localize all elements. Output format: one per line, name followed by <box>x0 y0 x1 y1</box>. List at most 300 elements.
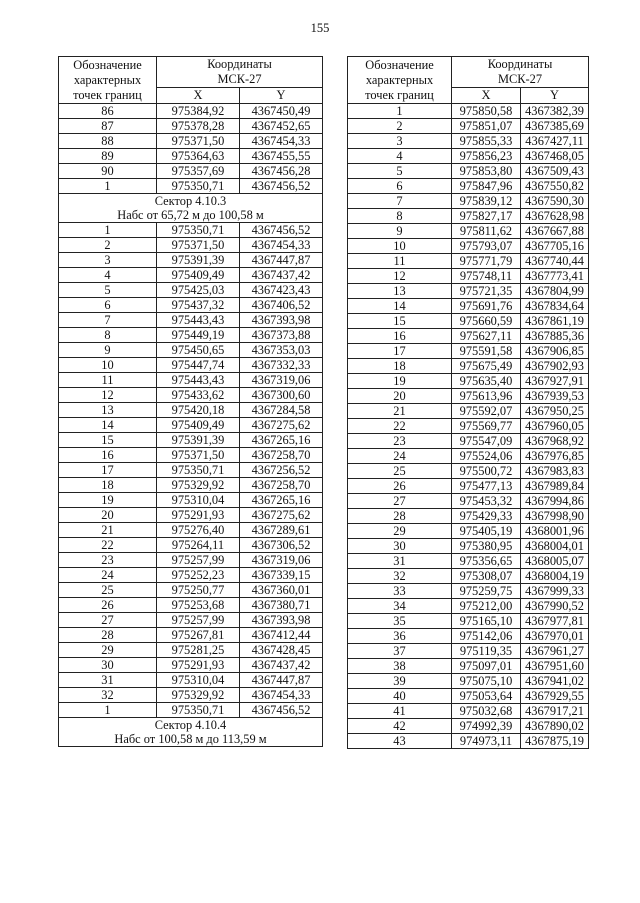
point-number-cell: 8 <box>348 209 452 224</box>
x-coordinate-cell: 975592,07 <box>452 404 521 419</box>
point-number-cell: 29 <box>59 643 157 658</box>
point-number-cell: 39 <box>348 674 452 689</box>
point-number-cell: 1 <box>348 104 452 119</box>
sector-header <box>59 194 323 223</box>
x-coordinate-cell: 975257,99 <box>157 553 240 568</box>
x-coordinate-cell: 975409,49 <box>157 418 240 433</box>
table-row <box>348 434 589 449</box>
y-coordinate-cell: 4367773,41 <box>521 269 589 284</box>
header-designation-line: характерных <box>73 72 142 87</box>
x-coordinate-cell: 975250,77 <box>157 583 240 598</box>
x-coordinate-cell: 975097,01 <box>452 659 521 674</box>
table-row <box>348 299 589 314</box>
x-coordinate-cell: 975391,39 <box>157 253 240 268</box>
header-designation-line: характерных <box>365 72 434 87</box>
point-number-cell: 16 <box>59 448 157 463</box>
y-coordinate-cell: 4367319,06 <box>240 373 323 388</box>
y-coordinate-cell: 4367456,28 <box>240 164 323 179</box>
y-coordinate-cell: 4367890,02 <box>521 719 589 734</box>
y-coordinate-cell: 4367983,83 <box>521 464 589 479</box>
y-coordinate-cell: 4367950,25 <box>521 404 589 419</box>
point-number-cell: 90 <box>59 164 157 179</box>
y-coordinate-cell: 4367456,52 <box>240 223 323 238</box>
x-coordinate-cell: 975627,11 <box>452 329 521 344</box>
x-coordinate-cell: 975409,49 <box>157 268 240 283</box>
sector-header-row <box>59 718 323 747</box>
x-coordinate-cell: 975839,12 <box>452 194 521 209</box>
table-row <box>348 314 589 329</box>
point-number-cell: 2 <box>59 238 157 253</box>
point-number-cell: 17 <box>348 344 452 359</box>
table-row <box>59 658 323 673</box>
table-row <box>348 599 589 614</box>
x-coordinate-cell: 975252,23 <box>157 568 240 583</box>
table-row <box>348 734 589 749</box>
table-row <box>59 523 323 538</box>
coordinates-table-left-body <box>59 104 323 747</box>
table-row <box>59 448 323 463</box>
table-row <box>59 238 323 253</box>
header-y: Y <box>240 88 323 104</box>
table-row <box>348 629 589 644</box>
point-number-cell: 9 <box>59 343 157 358</box>
table-row <box>59 223 323 238</box>
sector-header-row <box>59 194 323 223</box>
table-row <box>348 704 589 719</box>
point-number-cell: 4 <box>59 268 157 283</box>
x-coordinate-cell: 975371,50 <box>157 134 240 149</box>
x-coordinate-cell: 975425,03 <box>157 283 240 298</box>
point-number-cell: 16 <box>348 329 452 344</box>
x-coordinate-cell: 975291,93 <box>157 508 240 523</box>
y-coordinate-cell: 4367994,86 <box>521 494 589 509</box>
point-number-cell: 9 <box>348 224 452 239</box>
header-designation-line: точек границ <box>365 87 434 102</box>
y-coordinate-cell: 4367998,90 <box>521 509 589 524</box>
x-coordinate-cell: 975569,77 <box>452 419 521 434</box>
x-coordinate-cell: 975675,49 <box>452 359 521 374</box>
y-coordinate-cell: 4367834,64 <box>521 299 589 314</box>
x-coordinate-cell: 975613,96 <box>452 389 521 404</box>
coordinates-table-left <box>58 56 323 747</box>
point-number-cell: 17 <box>59 463 157 478</box>
y-coordinate-cell: 4367258,70 <box>240 448 323 463</box>
x-coordinate-cell: 975053,64 <box>452 689 521 704</box>
table-row <box>348 389 589 404</box>
table-row <box>59 613 323 628</box>
x-coordinate-cell: 975264,11 <box>157 538 240 553</box>
x-coordinate-cell: 974973,11 <box>452 734 521 749</box>
y-coordinate-cell: 4367454,33 <box>240 238 323 253</box>
y-coordinate-cell: 4367927,91 <box>521 374 589 389</box>
y-coordinate-cell: 4367447,87 <box>240 673 323 688</box>
y-coordinate-cell: 4367332,33 <box>240 358 323 373</box>
header-coordinates-line: МСК-27 <box>217 72 262 86</box>
table-row <box>59 673 323 688</box>
point-number-cell: 30 <box>59 658 157 673</box>
y-coordinate-cell: 4367906,85 <box>521 344 589 359</box>
y-coordinate-cell: 4367951,60 <box>521 659 589 674</box>
x-coordinate-cell: 975443,43 <box>157 373 240 388</box>
y-coordinate-cell: 4367454,33 <box>240 688 323 703</box>
y-coordinate-cell: 4367804,99 <box>521 284 589 299</box>
table-row <box>348 479 589 494</box>
table-row <box>348 419 589 434</box>
point-number-cell: 33 <box>348 584 452 599</box>
x-coordinate-cell: 975391,39 <box>157 433 240 448</box>
table-row <box>59 598 323 613</box>
y-coordinate-cell: 4367990,52 <box>521 599 589 614</box>
y-coordinate-cell: 4368004,01 <box>521 539 589 554</box>
sector-range: Набс от 100,58 м до 113,59 м <box>114 732 267 746</box>
point-number-cell: 18 <box>59 478 157 493</box>
point-number-cell: 87 <box>59 119 157 134</box>
x-coordinate-cell: 975851,07 <box>452 119 521 134</box>
point-number-cell: 25 <box>59 583 157 598</box>
x-coordinate-cell: 975827,17 <box>452 209 521 224</box>
y-coordinate-cell: 4367412,44 <box>240 628 323 643</box>
y-coordinate-cell: 4367265,16 <box>240 433 323 448</box>
point-number-cell: 15 <box>59 433 157 448</box>
x-coordinate-cell: 975450,65 <box>157 343 240 358</box>
x-coordinate-cell: 975721,35 <box>452 284 521 299</box>
point-number-cell: 42 <box>348 719 452 734</box>
x-coordinate-cell: 975591,58 <box>452 344 521 359</box>
table-row <box>348 659 589 674</box>
y-coordinate-cell: 4367428,45 <box>240 643 323 658</box>
table-row <box>348 569 589 584</box>
y-coordinate-cell: 4367456,52 <box>240 703 323 718</box>
y-coordinate-cell: 4367306,52 <box>240 538 323 553</box>
y-coordinate-cell: 4367373,88 <box>240 328 323 343</box>
point-number-cell: 21 <box>59 523 157 538</box>
table-row <box>59 313 323 328</box>
point-number-cell: 38 <box>348 659 452 674</box>
table-row <box>59 688 323 703</box>
y-coordinate-cell: 4367437,42 <box>240 268 323 283</box>
coordinates-table-right-body <box>348 104 589 749</box>
x-coordinate-cell: 975212,00 <box>452 599 521 614</box>
table-row <box>59 433 323 448</box>
x-coordinate-cell: 975329,92 <box>157 688 240 703</box>
y-coordinate-cell: 4367455,55 <box>240 149 323 164</box>
point-number-cell: 2 <box>348 119 452 134</box>
x-coordinate-cell: 975380,95 <box>452 539 521 554</box>
point-number-cell: 19 <box>59 493 157 508</box>
x-coordinate-cell: 975032,68 <box>452 704 521 719</box>
x-coordinate-cell: 975329,92 <box>157 478 240 493</box>
x-coordinate-cell: 975291,93 <box>157 658 240 673</box>
table-row <box>348 104 589 119</box>
point-number-cell: 8 <box>59 328 157 343</box>
point-number-cell: 13 <box>348 284 452 299</box>
y-coordinate-cell: 4367300,60 <box>240 388 323 403</box>
y-coordinate-cell: 4367382,39 <box>521 104 589 119</box>
point-number-cell: 20 <box>59 508 157 523</box>
y-coordinate-cell: 4367452,65 <box>240 119 323 134</box>
y-coordinate-cell: 4367456,52 <box>240 179 323 194</box>
x-coordinate-cell: 975350,71 <box>157 703 240 718</box>
point-number-cell: 28 <box>348 509 452 524</box>
table-row <box>348 134 589 149</box>
table-row <box>59 134 323 149</box>
point-number-cell: 22 <box>348 419 452 434</box>
y-coordinate-cell: 4367360,01 <box>240 583 323 598</box>
point-number-cell: 18 <box>348 359 452 374</box>
table-row <box>348 374 589 389</box>
point-number-cell: 25 <box>348 464 452 479</box>
x-coordinate-cell: 975771,79 <box>452 254 521 269</box>
y-coordinate-cell: 4367380,71 <box>240 598 323 613</box>
y-coordinate-cell: 4367968,92 <box>521 434 589 449</box>
point-number-cell: 41 <box>348 704 452 719</box>
y-coordinate-cell: 4367339,15 <box>240 568 323 583</box>
table-row <box>59 343 323 358</box>
table-row <box>59 298 323 313</box>
y-coordinate-cell: 4367590,30 <box>521 194 589 209</box>
point-number-cell: 36 <box>348 629 452 644</box>
y-coordinate-cell: 4367447,87 <box>240 253 323 268</box>
table-row <box>59 179 323 194</box>
table-row <box>348 359 589 374</box>
table-row <box>348 179 589 194</box>
header-designation-line: Обозначение <box>73 57 142 72</box>
table-row <box>348 674 589 689</box>
y-coordinate-cell: 4367550,82 <box>521 179 589 194</box>
x-coordinate-cell: 975310,04 <box>157 673 240 688</box>
table-row <box>348 644 589 659</box>
x-coordinate-cell: 975357,69 <box>157 164 240 179</box>
x-coordinate-cell: 975356,65 <box>452 554 521 569</box>
x-coordinate-cell: 975281,25 <box>157 643 240 658</box>
y-coordinate-cell: 4367289,61 <box>240 523 323 538</box>
y-coordinate-cell: 4367256,52 <box>240 463 323 478</box>
y-coordinate-cell: 4367960,05 <box>521 419 589 434</box>
table-row <box>348 689 589 704</box>
table-row <box>59 253 323 268</box>
y-coordinate-cell: 4367885,36 <box>521 329 589 344</box>
table-row <box>348 149 589 164</box>
table-row <box>348 509 589 524</box>
point-number-cell: 7 <box>348 194 452 209</box>
table-row <box>59 628 323 643</box>
y-coordinate-cell: 4367941,02 <box>521 674 589 689</box>
point-number-cell: 27 <box>348 494 452 509</box>
y-coordinate-cell: 4367902,93 <box>521 359 589 374</box>
table-row <box>59 388 323 403</box>
y-coordinate-cell: 4367393,98 <box>240 313 323 328</box>
header-designation-line: Обозначение <box>365 57 434 72</box>
y-coordinate-cell: 4367284,58 <box>240 403 323 418</box>
point-number-cell: 3 <box>348 134 452 149</box>
y-coordinate-cell: 4367705,16 <box>521 239 589 254</box>
sector-title: Сектор 4.10.3 <box>154 194 227 208</box>
point-number-cell: 7 <box>59 313 157 328</box>
point-number-cell: 23 <box>348 434 452 449</box>
header-designation-line: точек границ <box>73 87 142 102</box>
table-row <box>59 283 323 298</box>
point-number-cell: 3 <box>59 253 157 268</box>
y-coordinate-cell: 4368005,07 <box>521 554 589 569</box>
point-number-cell: 27 <box>59 613 157 628</box>
x-coordinate-cell: 975384,92 <box>157 104 240 119</box>
table-row <box>59 403 323 418</box>
point-number-cell: 20 <box>348 389 452 404</box>
point-number-cell: 31 <box>348 554 452 569</box>
x-coordinate-cell: 975443,43 <box>157 313 240 328</box>
x-coordinate-cell: 975547,09 <box>452 434 521 449</box>
table-row <box>348 614 589 629</box>
point-number-cell: 11 <box>59 373 157 388</box>
x-coordinate-cell: 975378,28 <box>157 119 240 134</box>
y-coordinate-cell: 4367275,62 <box>240 418 323 433</box>
point-number-cell: 15 <box>348 314 452 329</box>
point-number-cell: 19 <box>348 374 452 389</box>
point-number-cell: 12 <box>59 388 157 403</box>
y-coordinate-cell: 4367939,53 <box>521 389 589 404</box>
header-coordinates-line: Координаты <box>487 57 553 71</box>
y-coordinate-cell: 4367999,33 <box>521 584 589 599</box>
y-coordinate-cell: 4367353,03 <box>240 343 323 358</box>
y-coordinate-cell: 4367406,52 <box>240 298 323 313</box>
header-coordinates-line: МСК-27 <box>497 72 543 86</box>
point-number-cell: 5 <box>348 164 452 179</box>
x-coordinate-cell: 975811,62 <box>452 224 521 239</box>
point-number-cell: 13 <box>59 403 157 418</box>
y-coordinate-cell: 4367989,84 <box>521 479 589 494</box>
table-row <box>59 373 323 388</box>
point-number-cell: 11 <box>348 254 452 269</box>
x-coordinate-cell: 975847,96 <box>452 179 521 194</box>
table-row <box>348 329 589 344</box>
table-row <box>348 224 589 239</box>
y-coordinate-cell: 4367929,55 <box>521 689 589 704</box>
y-coordinate-cell: 4367393,98 <box>240 613 323 628</box>
point-number-cell: 29 <box>348 524 452 539</box>
x-coordinate-cell: 975635,40 <box>452 374 521 389</box>
point-number-cell: 24 <box>348 449 452 464</box>
x-coordinate-cell: 975850,58 <box>452 104 521 119</box>
point-number-cell: 88 <box>59 134 157 149</box>
y-coordinate-cell: 4367976,85 <box>521 449 589 464</box>
point-number-cell: 1 <box>59 703 157 718</box>
y-coordinate-cell: 4367427,11 <box>521 134 589 149</box>
header-coordinates-line: Координаты <box>207 57 272 71</box>
point-number-cell: 1 <box>59 223 157 238</box>
y-coordinate-cell: 4367861,19 <box>521 314 589 329</box>
table-row <box>348 284 589 299</box>
x-coordinate-cell: 975371,50 <box>157 238 240 253</box>
point-number-cell: 32 <box>348 569 452 584</box>
x-coordinate-cell: 975405,19 <box>452 524 521 539</box>
table-row <box>59 478 323 493</box>
table-row <box>348 269 589 284</box>
table-row <box>348 254 589 269</box>
x-coordinate-cell: 975420,18 <box>157 403 240 418</box>
point-number-cell: 26 <box>59 598 157 613</box>
header-x: X <box>452 88 521 104</box>
table-row <box>59 583 323 598</box>
point-number-cell: 89 <box>59 149 157 164</box>
point-number-cell: 26 <box>348 479 452 494</box>
table-row <box>59 538 323 553</box>
table-row <box>59 104 323 119</box>
point-number-cell: 4 <box>348 149 452 164</box>
y-coordinate-cell: 4367917,21 <box>521 704 589 719</box>
x-coordinate-cell: 975350,71 <box>157 179 240 194</box>
point-number-cell: 24 <box>59 568 157 583</box>
table-row <box>59 328 323 343</box>
table-row <box>59 643 323 658</box>
sector-range: Набс от 65,72 м до 100,58 м <box>117 208 264 222</box>
table-row <box>59 463 323 478</box>
y-coordinate-cell: 4367509,43 <box>521 164 589 179</box>
x-coordinate-cell: 975660,59 <box>452 314 521 329</box>
point-number-cell: 22 <box>59 538 157 553</box>
table-row <box>348 584 589 599</box>
x-coordinate-cell: 975856,23 <box>452 149 521 164</box>
x-coordinate-cell: 975429,33 <box>452 509 521 524</box>
x-coordinate-cell: 975793,07 <box>452 239 521 254</box>
x-coordinate-cell: 975449,19 <box>157 328 240 343</box>
point-number-cell: 6 <box>59 298 157 313</box>
x-coordinate-cell: 975433,62 <box>157 388 240 403</box>
table-row <box>59 149 323 164</box>
header-designation <box>348 57 452 104</box>
y-coordinate-cell: 4367468,05 <box>521 149 589 164</box>
y-coordinate-cell: 4367265,16 <box>240 493 323 508</box>
point-number-cell: 28 <box>59 628 157 643</box>
x-coordinate-cell: 975453,32 <box>452 494 521 509</box>
table-row <box>59 568 323 583</box>
table-row <box>348 404 589 419</box>
x-coordinate-cell: 975310,04 <box>157 493 240 508</box>
y-coordinate-cell: 4368001,96 <box>521 524 589 539</box>
point-number-cell: 23 <box>59 553 157 568</box>
y-coordinate-cell: 4367628,98 <box>521 209 589 224</box>
page-number: 155 <box>310 21 330 35</box>
y-coordinate-cell: 4367275,62 <box>240 508 323 523</box>
y-coordinate-cell: 4367385,69 <box>521 119 589 134</box>
table-row <box>348 524 589 539</box>
table-row <box>59 418 323 433</box>
y-coordinate-cell: 4367970,01 <box>521 629 589 644</box>
table-row <box>348 164 589 179</box>
y-coordinate-cell: 4367977,81 <box>521 614 589 629</box>
table-row <box>348 194 589 209</box>
table-row <box>59 508 323 523</box>
point-number-cell: 21 <box>348 404 452 419</box>
point-number-cell: 14 <box>348 299 452 314</box>
y-coordinate-cell: 4367450,49 <box>240 104 323 119</box>
table-row <box>348 554 589 569</box>
header-x: X <box>157 88 240 104</box>
point-number-cell: 40 <box>348 689 452 704</box>
header-y: Y <box>521 88 589 104</box>
y-coordinate-cell: 4367875,19 <box>521 734 589 749</box>
x-coordinate-cell: 975371,50 <box>157 448 240 463</box>
y-coordinate-cell: 4367667,88 <box>521 224 589 239</box>
x-coordinate-cell: 975308,07 <box>452 569 521 584</box>
point-number-cell: 35 <box>348 614 452 629</box>
x-coordinate-cell: 974992,39 <box>452 719 521 734</box>
x-coordinate-cell: 975276,40 <box>157 523 240 538</box>
y-coordinate-cell: 4367961,27 <box>521 644 589 659</box>
x-coordinate-cell: 975500,72 <box>452 464 521 479</box>
y-coordinate-cell: 4367258,70 <box>240 478 323 493</box>
point-number-cell: 37 <box>348 644 452 659</box>
x-coordinate-cell: 975477,13 <box>452 479 521 494</box>
